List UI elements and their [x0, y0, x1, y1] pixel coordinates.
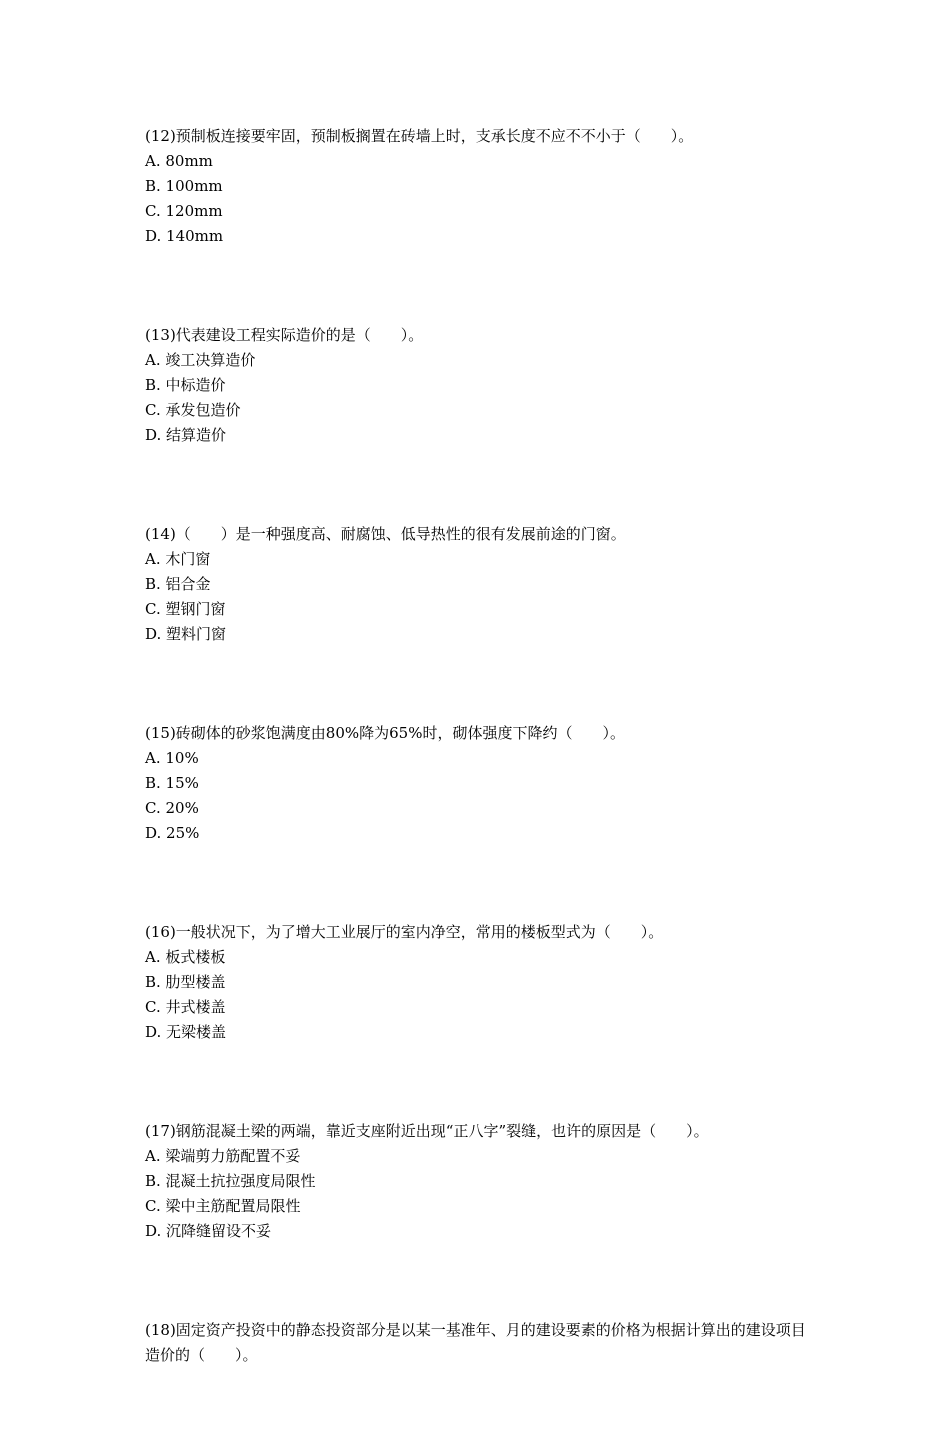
question-list [145, 124, 815, 1442]
question-stem: (12)预制板连接要牢固，预制板搁置在砖墙上时，支承长度不应不不小于（ ）。 [145, 127, 694, 145]
option-d: D. 140mm [145, 227, 224, 245]
option-c: C. 20% [145, 799, 199, 817]
option-d: D. 结算造价 [145, 426, 227, 444]
option-a: A. 梁端剪力筋配置不妥 [145, 1147, 301, 1165]
option-b: B. 中标造价 [145, 376, 226, 394]
question-13 [145, 323, 815, 448]
question-16 [145, 920, 815, 1045]
option-b: B. 15% [145, 774, 199, 792]
option-c: C. 承发包造价 [145, 401, 241, 419]
question-17 [145, 1119, 815, 1244]
option-a: A. 竣工决算造价 [145, 351, 256, 369]
question-14 [145, 522, 815, 647]
option-c: C. 井式楼盖 [145, 998, 226, 1016]
option-b: B. 铝合金 [145, 575, 211, 593]
option-b: B. 混凝土抗拉强度局限性 [145, 1172, 316, 1190]
option-c: C. 120mm [145, 202, 223, 220]
option-c: C. 塑钢门窗 [145, 600, 226, 618]
question-stem: (18)固定资产投资中的静态投资部分是以某一基准年、月的建设要素的价格为根据计算出的建设项目造价的（ ）。 [145, 1321, 806, 1364]
question-stem: (15)砖砌体的砂浆饱满度由80%降为65%时，砌体强度下降约（ ）。 [145, 724, 625, 742]
question-18 [145, 1318, 815, 1368]
option-b: B. 100mm [145, 177, 223, 195]
question-15 [145, 721, 815, 846]
option-d: D. 沉降缝留设不妥 [145, 1222, 272, 1240]
option-a: A. 木门窗 [145, 550, 211, 568]
question-stem: (17)钢筋混凝土梁的两端，靠近支座附近出现“正八字”裂缝，也许的原因是（ ）。 [145, 1122, 709, 1140]
option-a: A. 80mm [145, 152, 213, 170]
option-a: A. 板式楼板 [145, 948, 226, 966]
option-c: C. 梁中主筋配置局限性 [145, 1197, 301, 1215]
question-stem: (14)（ ）是一种强度高、耐腐蚀、低导热性的很有发展前途的门窗。 [145, 525, 626, 543]
option-a: A. 10% [145, 749, 199, 767]
question-stem: (13)代表建设工程实际造价的是（ ）。 [145, 326, 424, 344]
question-stem: (16)一般状况下，为了增大工业展厅的室内净空，常用的楼板型式为（ ）。 [145, 923, 664, 941]
option-d: D. 无梁楼盖 [145, 1023, 227, 1041]
option-b: B. 肋型楼盖 [145, 973, 226, 991]
question-12 [145, 124, 815, 249]
option-d: D. 25% [145, 824, 200, 842]
option-d: D. 塑料门窗 [145, 625, 227, 643]
